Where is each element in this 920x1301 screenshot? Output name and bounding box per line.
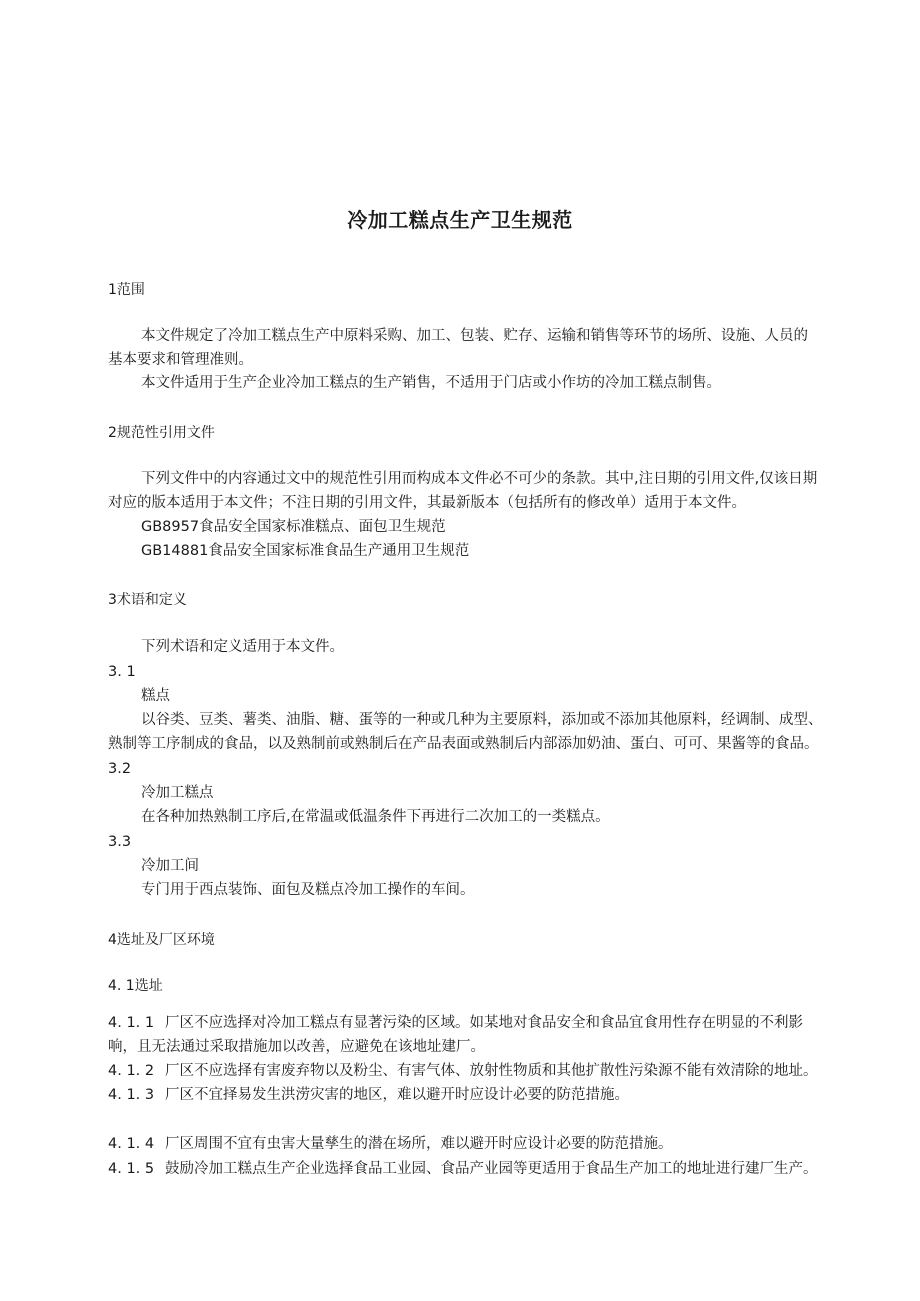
section-heading-terms: 3术语和定义 <box>108 592 187 608</box>
paragraph-line: 基本要求和管理准则。 <box>108 352 253 368</box>
paragraph-line: 本文件规定了冷加工糕点生产中原料采购、加工、包装、贮存、运输和销售等环节的场所、设施、人员的 <box>141 328 808 344</box>
document-title: 冷加工糕点生产卫生规范 <box>347 208 573 232</box>
term-definition: 在各种加热熟制工序后,在常温或低温条件下再进行二次加工的一类糕点。 <box>141 809 610 825</box>
term-number: 3.3 <box>108 834 132 850</box>
term-definition-line: 熟制等工序制成的食品，以及熟制前或熟制后在产品表面或熟制后内部添加奶油、蛋白、可可、果酱等的食品。 <box>108 736 819 752</box>
term-definition-line: 以谷类、豆类、薯类、油脂、糖、蛋等的一种或几种为主要原料，添加或不添加其他原料，经调制、成型、 <box>141 712 823 728</box>
term-name: 冷加工间 <box>141 858 199 874</box>
term-definition: 专门用于西点装饰、面包及糕点冷加工操作的车间。 <box>141 882 475 898</box>
reference-item: GB14881食品安全国家标准食品生产通用卫生规范 <box>141 543 470 559</box>
paragraph: 下列术语和定义适用于本文件。 <box>141 639 344 655</box>
clause-number: 4. 1. 2 <box>108 1063 155 1079</box>
clause-number: 4. 1. 3 <box>108 1087 155 1103</box>
clause-text: 厂区不应选择有害废弃物以及粉尘、有害气体、放射性物质和其他扩散性污染源不能有效清除的地址。 <box>165 1063 818 1079</box>
clause-text-line: 厂区不应选择对冷加工糕点有显著污染的区域。如某地对食品安全和食品宜食用性存在明显的不利影 <box>165 1015 803 1031</box>
clause-number: 4. 1. 4 <box>108 1136 155 1152</box>
paragraph-line: 下列文件中的内容通过文中的规范性引用而构成本文件必不可少的条款。其中,注日期的引用文件,仅该日期 <box>141 471 818 487</box>
clause-text: 鼓励冷加工糕点生产企业选择食品工业园、食品产业园等更适用于食品生产加工的地址进行建厂生产。 <box>165 1161 818 1177</box>
term-name: 糕点 <box>141 688 170 704</box>
section-heading-scope: 1范围 <box>108 282 145 298</box>
subsection-heading: 4. 1选址 <box>108 978 163 994</box>
clause-text-line: 响，且无法通过采取措施加以改善，应避免在该地址建厂。 <box>108 1039 485 1055</box>
term-number: 3. 1 <box>108 664 136 680</box>
section-heading-normative-references: 2规范性引用文件 <box>108 425 215 441</box>
term-number: 3.2 <box>108 761 132 777</box>
paragraph-line: 对应的版本适用于本文件；不注日期的引用文件，其最新版本（包括所有的修改单）适用于本文件。 <box>108 495 746 511</box>
section-heading-site-selection: 4选址及厂区环境 <box>108 932 215 948</box>
clause-text: 厂区不宜择易发生洪涝灾害的地区，难以避开时应设计必要的防范措施。 <box>165 1087 629 1103</box>
term-name: 冷加工糕点 <box>141 785 214 801</box>
reference-item: GB8957食品安全国家标准糕点、面包卫生规范 <box>141 519 446 535</box>
clause-text: 厂区周围不宜有虫害大量孳生的潜在场所，难以避开时应设计必要的防范措施。 <box>165 1136 673 1152</box>
paragraph: 本文件适用于生产企业冷加工糕点的生产销售，不适用于门店或小作坊的冷加工糕点制售。 <box>141 375 721 391</box>
clause-number: 4. 1. 1 <box>108 1015 155 1031</box>
clause-number: 4. 1. 5 <box>108 1161 155 1177</box>
